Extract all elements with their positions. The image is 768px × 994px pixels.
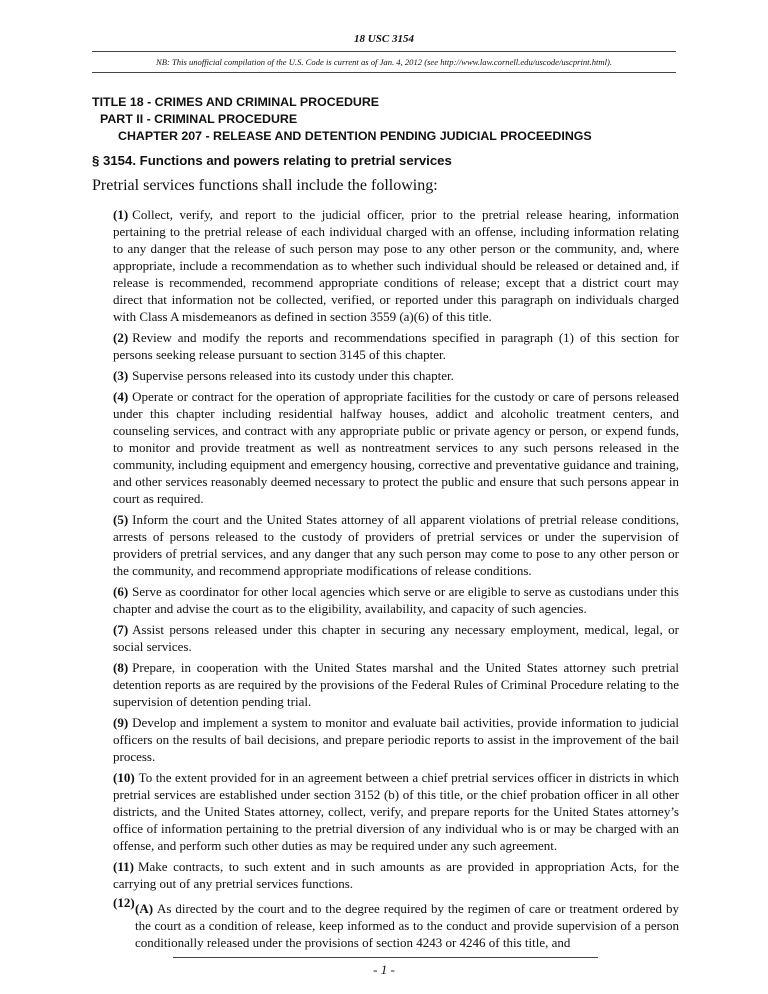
paragraph [113,858,679,892]
paragraph [113,511,679,579]
paragraph-text: Collect, verify, and report to the judicial officer, prior to the pretrial release hearing, information pertaining to the pretrial release of each individual charged with an offense, including information relating to any danger that the release of such person may pose to any other person or the community, and, where appropriate, include a recommendation as to whether such individual should be released or detained and, if release is recommended, recommend appropriate conditions of release; except that a district court may direct that information not be collected, verified, or reported under this paragraph on individuals charged with Class A misdemeanors as defined in section 3559 (a)(6) of this title. [113,207,679,324]
paragraph-text: Inform the court and the United States attorney of all apparent violations of pretrial release conditions, arrests of persons released to the custody of providers of pretrial services or under the supervision of providers of pretrial services, and any danger that any such person may come to pose to any other person or the community, and recommend appropriate modifications of release conditions. [113,512,679,578]
heading-block [92,94,592,145]
header-rule-bottom [92,72,676,73]
paragraph [113,659,679,710]
paragraph [113,621,679,655]
section-title: § 3154. Functions and powers relating to pretrial services [92,153,452,168]
compilation-note: NB: This unofficial compilation of the U.S. Code is current as of Jan. 4, 2012 (see http://www.law.cornell.edu/uscode/uscprint.html). [156,57,612,67]
paragraph-text: Develop and implement a system to monitor and evaluate bail activities, provide information to judicial officers on the results of bail decisions, and prepare periodic reports to assist in the improvement of the bail process. [113,715,679,764]
section-body [113,206,679,955]
header-rule-top [92,51,676,52]
paragraph [113,583,679,617]
paragraph [113,895,679,951]
paragraph-text: Operate or contract for the operation of appropriate facilities for the custody or care of persons released under this chapter including residential halfway houses, addict and alcoholic treatment centers, and counseling services, and contract with any appropriate public or private agency or person, or expend funds, to monitor and provide treatment as well as nontreatment services to any such persons released in the community, including equipment and emergency housing, corrective and preventative guidance and training, and other services reasonably deemed necessary to protect the public and ensure that such persons appear in court as required. [113,389,679,506]
part-heading: PART II - CRIMINAL PROCEDURE [100,112,298,126]
paragraph-text: Make contracts, to such extent and in such amounts as are provided in appropriation Acts, for the carrying out of any pretrial services functions. [113,859,679,891]
page-number: - 1 - [373,962,395,977]
footer-rule [173,957,598,958]
running-title: 18 USC 3154 [354,33,414,45]
paragraph [113,367,679,384]
paragraph-number: (2) [113,330,129,345]
subparagraph-letter: (A) [135,901,154,916]
subparagraph [113,900,679,951]
paragraph-number: (3) [113,368,129,383]
paragraph [113,769,679,854]
paragraph [113,206,679,325]
paragraph-number: (1) [113,207,129,222]
paragraph-text: Review and modify the reports and recommendations specified in paragraph (1) of this section for persons seeking release pursuant to section 3145 of this chapter. [113,330,679,362]
paragraph-text: Prepare, in cooperation with the United States marshal and the United States attorney such pretrial detention reports as are required by the provisions of the Federal Rules of Criminal Procedure relating to the supervision of detention pending trial. [113,660,679,709]
paragraph-number: (4) [113,389,129,404]
paragraph-number: (10) [113,770,135,785]
paragraph-number: (9) [113,715,129,730]
title-heading: TITLE 18 - CRIMES AND CRIMINAL PROCEDURE [92,95,380,109]
paragraph [113,329,679,363]
paragraph-number: (7) [113,622,129,637]
paragraph-number: (8) [113,660,129,675]
paragraph-text: Assist persons released under this chapter in securing any necessary employment, medical, legal, or social services. [113,622,679,654]
paragraph-number: (12) [113,895,135,910]
subparagraph-text: As directed by the court and to the degree required by the regimen of care or treatment ordered by the court as a condition of release, keep informed as to the conduct and provide supervision of a person conditionally released under the provisions of section 4243 or 4246 of this title, and [135,901,679,950]
paragraph-number: (6) [113,584,129,599]
paragraph-text: To the extent provided for in an agreement between a chief pretrial services officer in districts in which pretrial services are established under section 3152 (b) of this title, or the chief probation officer in all other districts, and the United States attorney, collect, verify, and prepare reports for the United States attorney’s office of information pertaining to the pretrial diversion of any individual who is or may be charged with an offense, and perform such other duties as may be required under any such agreement. [113,770,679,853]
paragraph [113,714,679,765]
section-intro: Pretrial services functions shall include the following: [92,177,438,194]
paragraph [113,388,679,507]
paragraph-text: Serve as coordinator for other local agencies which serve or are eligible to serve as custodians under this chapter and advise the court as to the eligibility, availability, and capacity of such agencies. [113,584,679,616]
paragraph-number: (5) [113,512,129,527]
paragraph-number: (11) [113,859,134,874]
chapter-heading: CHAPTER 207 - RELEASE AND DETENTION PENDING JUDICIAL PROCEEDINGS [118,129,592,143]
paragraph-text: Supervise persons released into its custody under this chapter. [132,368,454,383]
